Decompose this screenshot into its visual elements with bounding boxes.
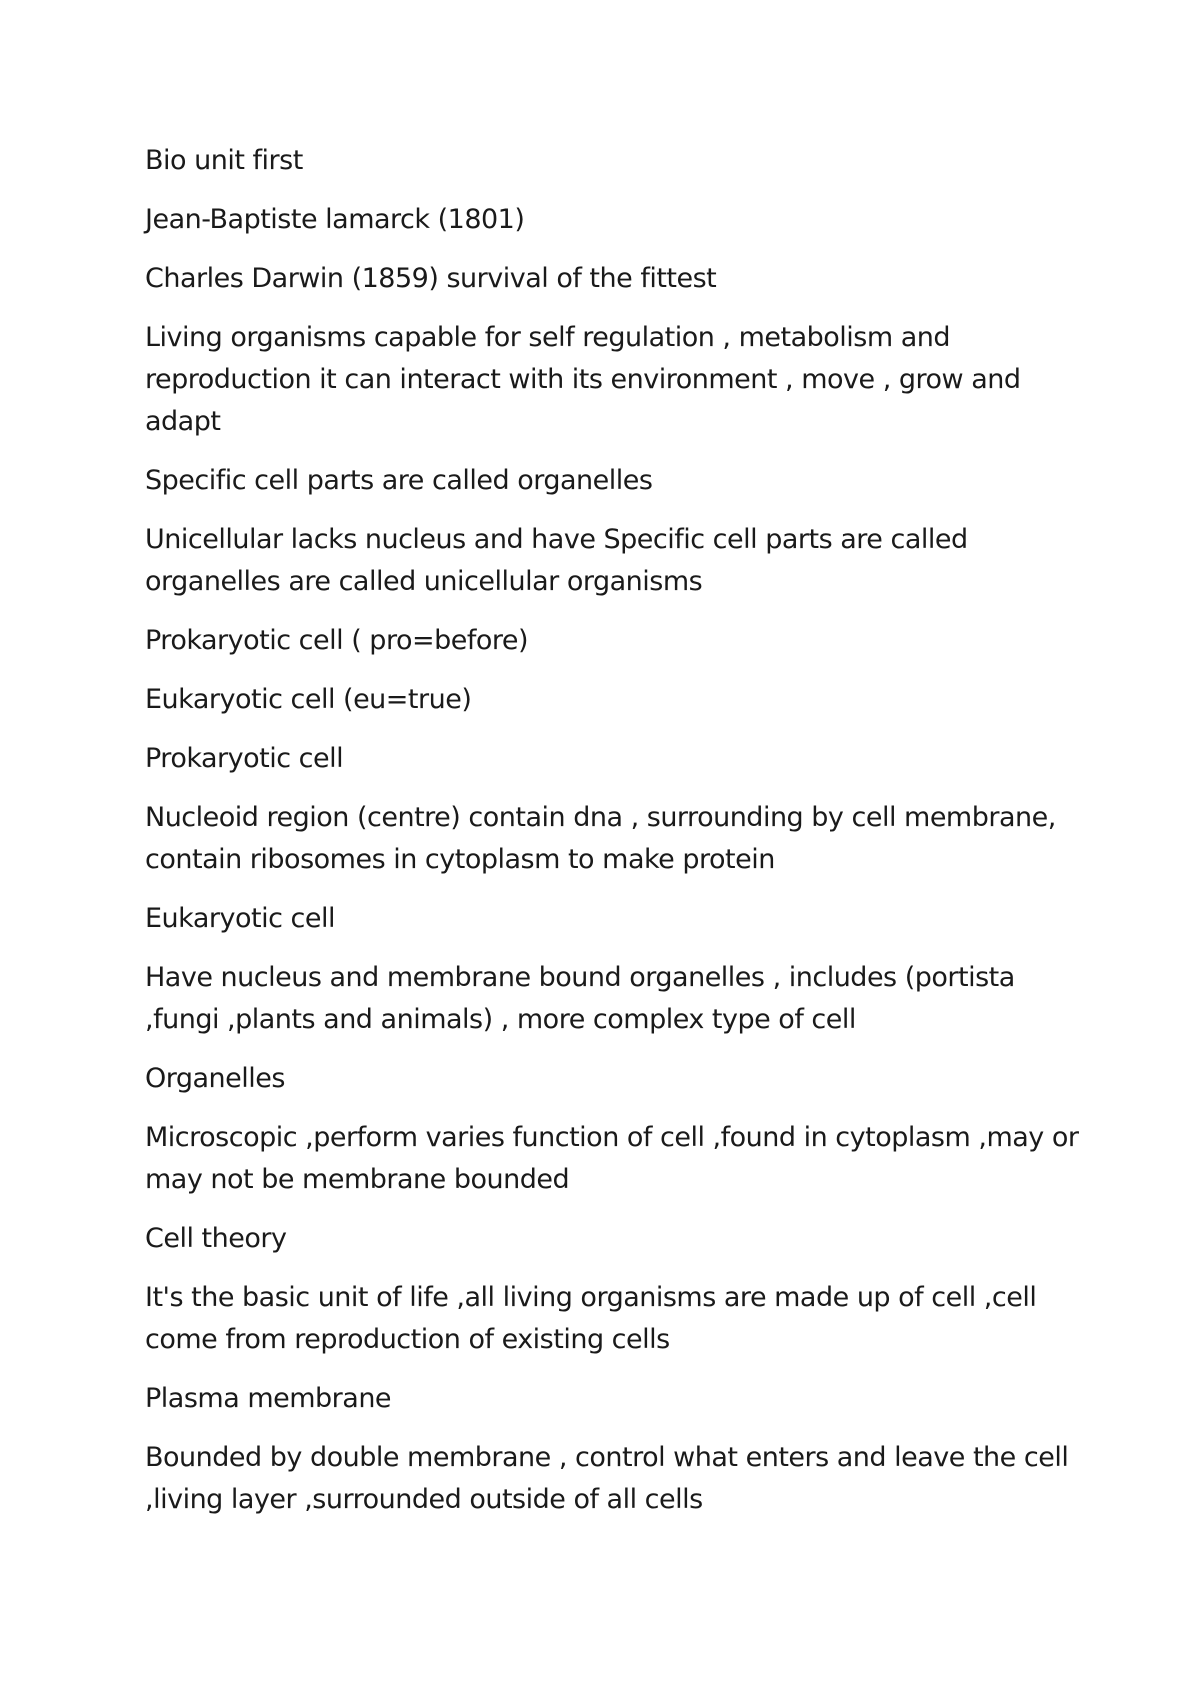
paragraph-prokaryotic-meaning: Prokaryotic cell ( pro=before) xyxy=(145,625,529,656)
doc-title: Bio unit first xyxy=(145,145,303,176)
document-body xyxy=(145,140,1085,1538)
paragraph-organelles-description: Microscopic ,perform varies function of cell ,found in cytoplasm ,may or may not be membrane bounded xyxy=(145,1122,1079,1195)
heading-plasma-membrane: Plasma membrane xyxy=(145,1383,392,1414)
paragraph-lamarck: Jean-Baptiste lamarck (1801) xyxy=(145,204,525,235)
heading-organelles: Organelles xyxy=(145,1063,285,1094)
paragraph-unicellular: Unicellular lacks nucleus and have Specific cell parts are called organelles are called unicellular organisms xyxy=(145,524,968,597)
paragraph-eukaryotic-meaning: Eukaryotic cell (eu=true) xyxy=(145,684,472,715)
paragraph-nucleoid: Nucleoid region (centre) contain dna , surrounding by cell membrane, contain ribosomes in cytoplasm to make protein xyxy=(145,802,1056,875)
heading-prokaryotic-cell: Prokaryotic cell xyxy=(145,743,344,774)
paragraph-plasma-membrane: Bounded by double membrane , control what enters and leave the cell ,living layer ,surrounded outside of all cells xyxy=(145,1442,1069,1515)
paragraph-living-organisms: Living organisms capable for self regulation , metabolism and reproduction it can interact with its environment , move , grow and adapt xyxy=(145,322,1021,437)
heading-eukaryotic-cell: Eukaryotic cell xyxy=(145,903,335,934)
heading-cell-theory: Cell theory xyxy=(145,1223,287,1254)
paragraph-darwin: Charles Darwin (1859) survival of the fittest xyxy=(145,263,717,294)
paragraph-cell-theory: It's the basic unit of life ,all living organisms are made up of cell ,cell come from reproduction of existing cells xyxy=(145,1282,1037,1355)
paragraph-organelles-definition: Specific cell parts are called organelles xyxy=(145,465,653,496)
paragraph-eukaryotic-description: Have nucleus and membrane bound organelles , includes (portista ,fungi ,plants and animals) , more complex type of cell xyxy=(145,962,1015,1035)
